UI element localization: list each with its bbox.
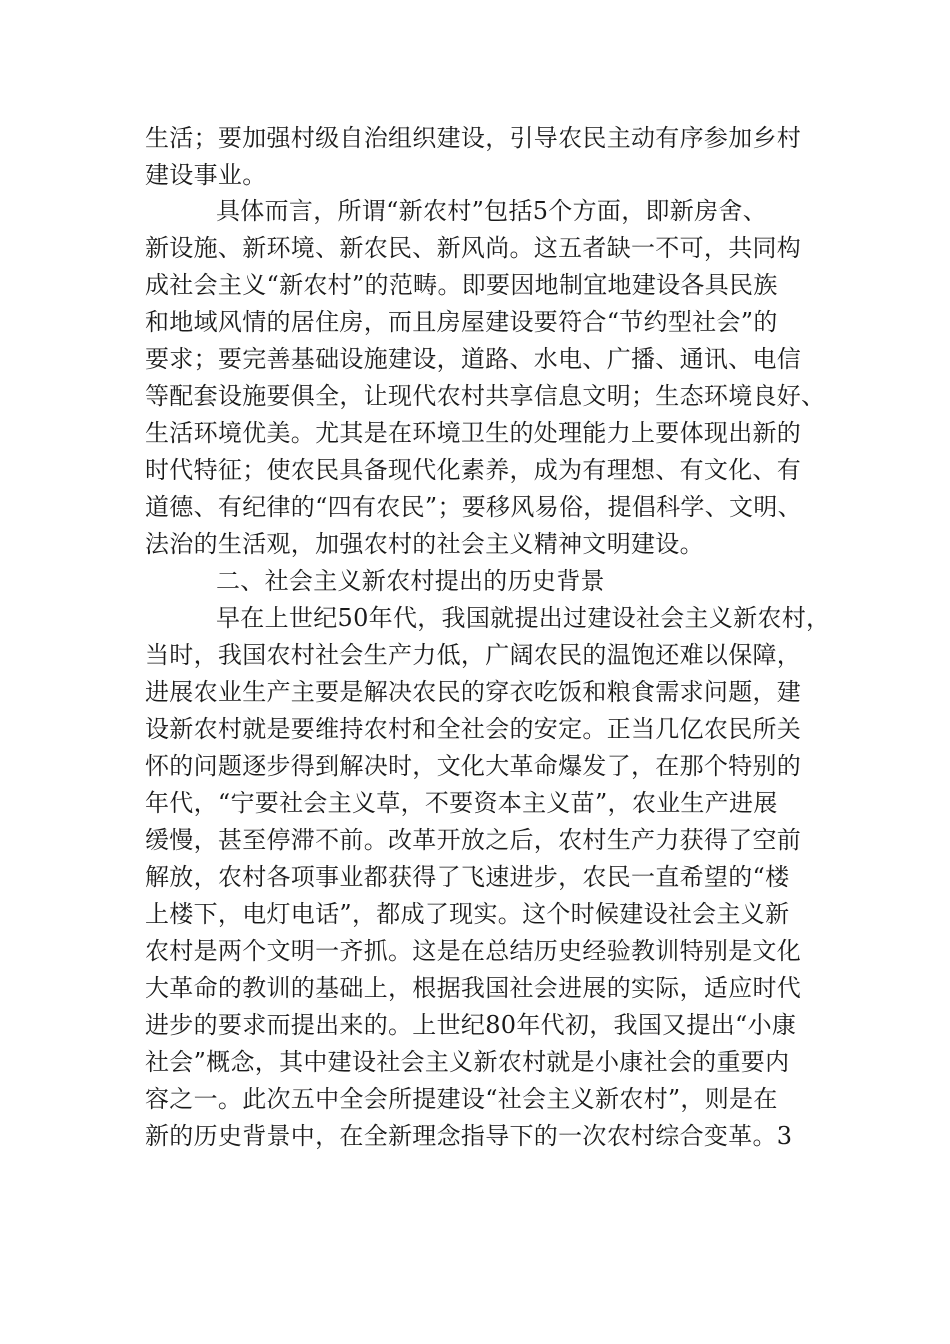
text-line: 生活；要加强村级自治组织建设，引导农民主动有序参加乡村 — [145, 124, 802, 152]
text-line: 建设事业。 — [145, 161, 267, 189]
text-line: 道德、有纪律的“四有农民”；要移风易俗，提倡科学、文明、 — [145, 493, 802, 521]
text-line: 设新农村就是要维持农村和全社会的安定。正当几亿农民所关 — [145, 715, 802, 743]
text-line: 年代，“宁要社会主义草，不要资本主义苗”，农业生产进展 — [145, 789, 778, 817]
text-line: 法治的生活观，加强农村的社会主义精神文明建设。 — [145, 530, 704, 558]
section-heading: 二、社会主义新农村提出的历史背景 — [216, 567, 605, 595]
text-line: 缓慢，甚至停滞不前。改革开放之后，农村生产力获得了空前 — [145, 826, 802, 854]
text-line: 大革命的教训的基础上，根据我国社会进展的实际，适应时代 — [145, 974, 802, 1002]
text-line: 怀的问题逐步得到解决时，文化大革命爆发了，在那个特别的 — [145, 752, 802, 780]
text-line: 生活环境优美。尤其是在环境卫生的处理能力上要体现出新的 — [145, 419, 802, 447]
text-line: 新的历史背景中，在全新理念指导下的一次农村综合变革。3 — [145, 1122, 793, 1150]
text-line: 新设施、新环境、新农民、新风尚。这五者缺一不可，共同构 — [145, 234, 802, 262]
text-line: 当时，我国农村社会生产力低，广阔农民的温饱还难以保障， — [145, 641, 802, 669]
text-line: 农村是两个文明一齐抓。这是在总结历史经验教训特别是文化 — [145, 937, 802, 965]
paragraph-first-line: 具体而言，所谓“新农村”包括5个方面，即新房舍、 — [216, 197, 768, 225]
text-line: 上楼下，电灯电话”，都成了现实。这个时候建设社会主义新 — [145, 900, 790, 928]
text-line: 时代特征；使农民具备现代化素养，成为有理想、有文化、有 — [145, 456, 802, 484]
text-line: 解放，农村各项事业都获得了飞速进步，农民一直希望的“楼 — [145, 863, 790, 891]
text-line: 容之一。此次五中全会所提建设“社会主义新农村”，则是在 — [145, 1085, 778, 1113]
text-line: 成社会主义“新农村”的范畴。即要因地制宜地建设各具民族 — [145, 271, 778, 299]
text-line: 社会”概念，其中建设社会主义新农村就是小康社会的重要内 — [145, 1048, 790, 1076]
text-line: 和地域风情的居住房，而且房屋建设要符合“节约型社会”的 — [145, 308, 778, 336]
text-line: 等配套设施要俱全，让现代农村共享信息文明；生态环境良好、 — [145, 382, 826, 410]
text-line: 进展农业生产主要是解决农民的穿衣吃饭和粮食需求问题，建 — [145, 678, 802, 706]
text-line: 进步的要求而提出来的。上世纪80年代初，我国又提出“小康 — [145, 1011, 797, 1039]
text-line: 要求；要完善基础设施建设，道路、水电、广播、通讯、电信 — [145, 345, 802, 373]
paragraph-first-line: 早在上世纪50年代，我国就提出过建设社会主义新农村， — [216, 604, 831, 632]
